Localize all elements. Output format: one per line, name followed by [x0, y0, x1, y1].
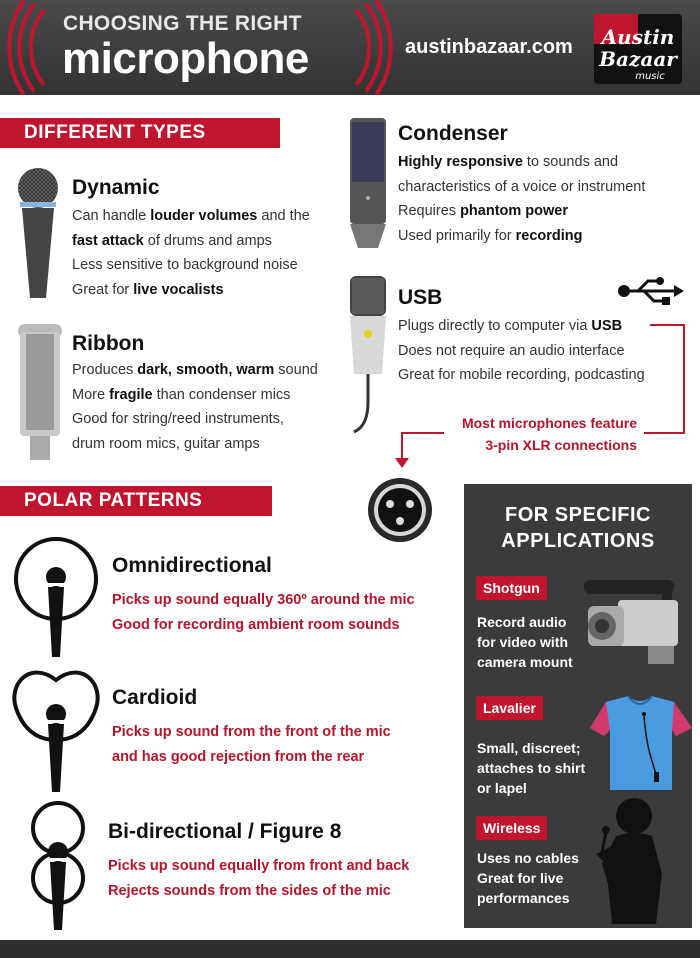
usb-line-text: Does not require an audio interface — [398, 342, 625, 359]
bidir-line-2: Rejects sounds from the sides of the mic — [108, 882, 391, 899]
condenser-line-emphasis: Highly responsive — [398, 154, 523, 170]
austin-bazaar-logo-icon — [586, 14, 686, 84]
video-camera-icon — [578, 576, 688, 668]
title-main: microphone — [62, 34, 309, 83]
condenser-line-2 — [398, 175, 645, 200]
ribbon-line-text: than condenser mics — [152, 386, 291, 403]
usb-line-text: Great for mobile recording, podcasting — [398, 367, 645, 383]
condenser-desc — [398, 150, 645, 248]
lavalier-line-2: attaches to shirt — [477, 760, 586, 776]
shotgun-line-1: Record audio — [477, 614, 567, 630]
svg-text:Bazaar: Bazaar — [599, 47, 677, 71]
applications-heading — [464, 502, 692, 554]
wireless-line-3: performances — [477, 890, 570, 906]
dynamic-title: Dynamic — [72, 176, 160, 199]
condenser-mic-icon — [348, 118, 388, 250]
dynamic-line-text: and the — [257, 208, 310, 224]
dynamic-line-text: Can handle — [72, 208, 151, 224]
usb-mic-icon — [346, 276, 390, 434]
dynamic-line-1 — [72, 204, 310, 229]
dynamic-line-emphasis: fast attack — [72, 232, 144, 249]
condenser-line-text: Requires — [398, 203, 461, 219]
dynamic-mic-icon — [12, 166, 64, 302]
bidir-line-1: Picks up sound equally from front and back — [108, 858, 410, 874]
usb-line-text: Plugs directly to computer via — [398, 318, 592, 334]
cardioid-line-1: Picks up sound from the front of the mic — [112, 724, 391, 740]
dynamic-line-text: Less sensitive to background noise — [72, 257, 298, 273]
shotgun-line-2: for video with — [477, 634, 568, 650]
condenser-line-emphasis: phantom power — [460, 203, 569, 219]
omni-line-2: Good for recording ambient room sounds — [112, 616, 400, 633]
cardioid-desc — [112, 720, 391, 769]
svg-text:music: music — [635, 71, 665, 82]
condenser-line-3 — [398, 199, 645, 224]
callout-line-2: 3-pin XLR connections — [485, 437, 637, 453]
shotgun-tag: Shotgun — [476, 576, 547, 600]
footer-bar — [0, 940, 700, 958]
header-banner — [0, 0, 700, 95]
condenser-line-emphasis: recording — [515, 227, 583, 244]
usb-line-emphasis: USB — [591, 318, 623, 334]
dynamic-line-emphasis: live vocalists — [133, 281, 224, 298]
polar-section-heading: POLAR PATTERNS — [0, 486, 272, 516]
cardioid-title: Cardioid — [112, 686, 198, 709]
dynamic-line-4 — [72, 278, 310, 303]
usb-symbol-icon — [614, 276, 684, 306]
dynamic-line-text: of drums and amps — [143, 232, 272, 249]
singer-silhouette-icon — [582, 794, 686, 924]
svg-text:Austin: Austin — [601, 25, 675, 49]
ribbon-line-text: drum room mics, guitar amps — [72, 435, 260, 452]
dynamic-line-2 — [72, 229, 310, 254]
ribbon-mic-icon — [16, 324, 64, 462]
condenser-line-4 — [398, 224, 645, 249]
condenser-line-text: to sounds and — [522, 154, 619, 170]
wireless-tag: Wireless — [476, 816, 547, 840]
dynamic-line-3 — [72, 253, 310, 278]
ribbon-line-text: More — [72, 386, 110, 403]
shotgun-desc — [477, 612, 573, 672]
ribbon-line-2 — [72, 383, 318, 408]
site-url: austinbazaar.com — [405, 36, 573, 58]
types-section-heading: DIFFERENT TYPES — [0, 118, 280, 148]
ribbon-line-emphasis: fragile — [109, 386, 153, 403]
ribbon-desc — [72, 358, 318, 456]
dynamic-line-emphasis: louder volumes — [150, 208, 258, 224]
ribbon-title: Ribbon — [72, 332, 145, 355]
condenser-line-text: characteristics of a voice or instrument — [398, 178, 646, 195]
condenser-title: Condenser — [398, 122, 508, 145]
wireless-line-1: Uses no cables — [477, 850, 579, 866]
dynamic-line-text: Great for — [72, 281, 134, 298]
figure8-pattern-icon — [24, 800, 92, 932]
condenser-line-text: Used primarily for — [398, 227, 516, 244]
shirt-icon — [588, 694, 692, 790]
omni-desc — [112, 588, 415, 637]
ribbon-line-text: Good for string/reed instruments, — [72, 411, 284, 427]
ribbon-line-text: sound — [274, 362, 318, 378]
omni-title: Omnidirectional — [112, 554, 272, 577]
applications-heading-line-2: APPLICATIONS — [501, 530, 655, 552]
applications-heading-line-1: FOR SPECIFIC — [504, 504, 651, 526]
wireless-line-2: Great for live — [477, 870, 564, 886]
wireless-desc — [477, 848, 579, 908]
bidirectional-desc — [108, 854, 409, 903]
shotgun-line-3: camera mount — [477, 654, 573, 670]
ribbon-line-1 — [72, 358, 318, 383]
lavalier-tag: Lavalier — [476, 696, 543, 720]
ribbon-line-4 — [72, 432, 318, 457]
ribbon-line-emphasis: dark, smooth, warm — [137, 362, 275, 378]
omnidirectional-pattern-icon — [10, 535, 104, 659]
cardioid-pattern-icon — [10, 664, 104, 794]
lavalier-line-3: or lapel — [477, 780, 527, 796]
cardioid-line-2: and has good rejection from the rear — [112, 748, 365, 765]
ribbon-line-text: Produces — [72, 362, 138, 378]
callout-line-1: Most microphones feature — [461, 415, 637, 431]
lavalier-desc — [477, 738, 585, 798]
bidirectional-title: Bi-directional / Figure 8 — [108, 820, 342, 843]
xlr-connector-icon — [366, 476, 434, 544]
dynamic-desc — [72, 204, 310, 302]
omni-line-1: Picks up sound equally 360º around the mic — [112, 592, 415, 608]
ribbon-line-3 — [72, 407, 318, 432]
title-top-line: CHOOSING THE RIGHT — [63, 12, 302, 35]
applications-panel — [464, 484, 692, 928]
usb-title: USB — [398, 286, 443, 309]
xlr-callout — [440, 412, 637, 456]
condenser-line-1 — [398, 150, 645, 175]
lavalier-line-1: Small, discreet; — [477, 740, 581, 756]
